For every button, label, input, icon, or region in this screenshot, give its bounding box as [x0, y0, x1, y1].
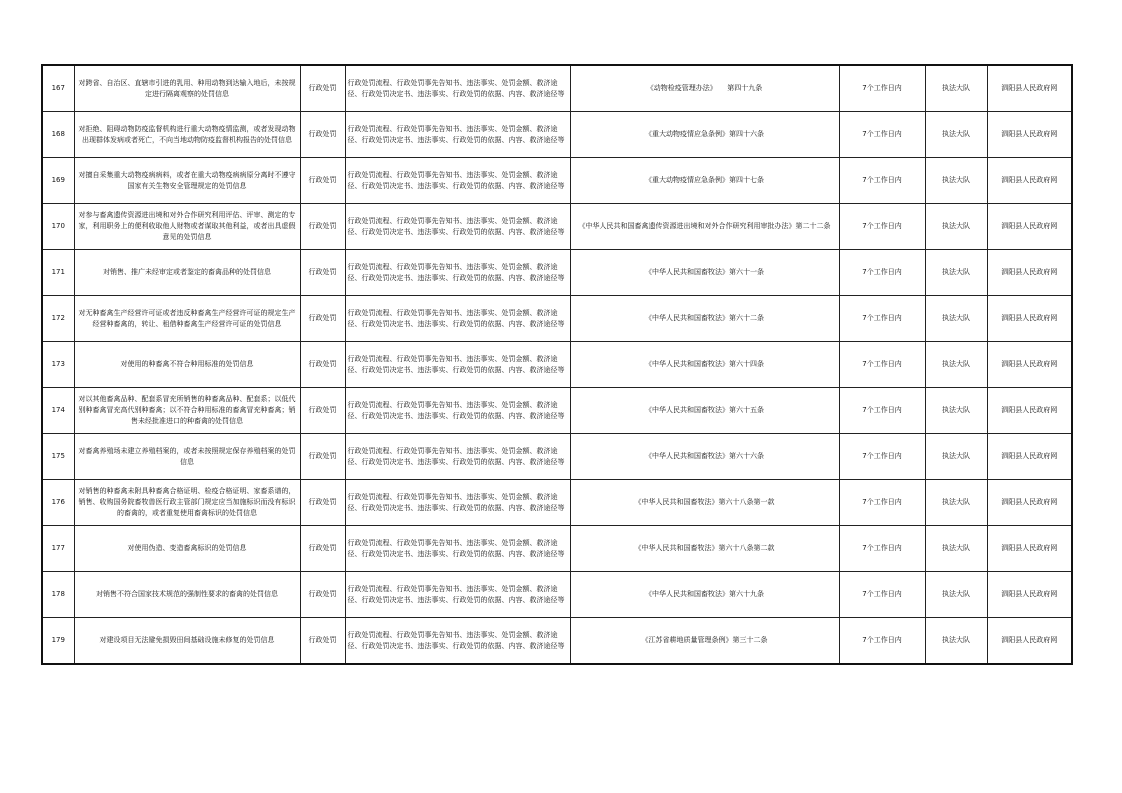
item-name-cell: 对以其他畜禽品种、配套系冒充所销售的种畜禽品种、配套系；以低代别种畜禽冒充高代别种畜禽；以不符合种用标准的畜禽冒充种畜禽；销售未经批准进口的种畜禽的处罚信息 [74, 388, 300, 434]
row-number-cell: 167 [42, 65, 74, 112]
row-number-cell: 168 [42, 112, 74, 158]
row-number-cell: 172 [42, 296, 74, 342]
department-cell: 执法大队 [925, 342, 987, 388]
disclosure-content-cell: 行政处罚流程、行政处罚事先告知书、违法事实、处罚金额、救济途径、行政处罚决定书、违法事实、行政处罚的依据、内容、救济途径等 [345, 112, 570, 158]
department-cell: 执法大队 [925, 204, 987, 250]
channel-cell: 泗阳县人民政府网 [987, 388, 1072, 434]
row-number-cell: 177 [42, 526, 74, 572]
time-limit-cell: 7个工作日内 [839, 618, 925, 665]
disclosure-content-cell: 行政处罚流程、行政处罚事先告知书、违法事实、处罚金额、救济途径、行政处罚决定书、违法事实、行政处罚的依据、内容、救济途径等 [345, 296, 570, 342]
item-name-cell: 对建设项目无法避免损毁田间基础设施未修复的处罚信息 [74, 618, 300, 665]
time-limit-cell: 7个工作日内 [839, 480, 925, 526]
disclosure-content-cell: 行政处罚流程、行政处罚事先告知书、违法事实、处罚金额、救济途径、行政处罚决定书、违法事实、行政处罚的依据、内容、救济途径等 [345, 65, 570, 112]
legal-basis-cell: 《中华人民共和国畜牧法》第六十六条 [570, 434, 839, 480]
table-row [42, 65, 1072, 112]
department-cell: 执法大队 [925, 158, 987, 204]
category-cell: 行政处罚 [300, 250, 345, 296]
row-number-cell: 170 [42, 204, 74, 250]
channel-cell: 泗阳县人民政府网 [987, 296, 1072, 342]
row-number-cell: 175 [42, 434, 74, 480]
table-row [42, 388, 1072, 434]
table-row [42, 250, 1072, 296]
table-body [42, 65, 1072, 664]
legal-basis-cell: 《中华人民共和国畜牧法》第六十二条 [570, 296, 839, 342]
table-row [42, 204, 1072, 250]
row-number-cell: 178 [42, 572, 74, 618]
disclosure-content-cell: 行政处罚流程、行政处罚事先告知书、违法事实、处罚金额、救济途径、行政处罚决定书、违法事实、行政处罚的依据、内容、救济途径等 [345, 204, 570, 250]
table-row [42, 112, 1072, 158]
category-cell: 行政处罚 [300, 434, 345, 480]
channel-cell: 泗阳县人民政府网 [987, 65, 1072, 112]
legal-basis-cell: 《动物检疫管理办法》 第四十九条 [570, 65, 839, 112]
item-name-cell: 对跨省、自治区、直辖市引进的乳用、种用动物到达输入地后，未按规定进行隔离观察的处罚信息 [74, 65, 300, 112]
legal-basis-cell: 《中华人民共和国畜牧法》第六十四条 [570, 342, 839, 388]
table-row [42, 480, 1072, 526]
disclosure-content-cell: 行政处罚流程、行政处罚事先告知书、违法事实、处罚金额、救济途径、行政处罚决定书、违法事实、行政处罚的依据、内容、救济途径等 [345, 434, 570, 480]
disclosure-table [41, 64, 1073, 665]
channel-cell: 泗阳县人民政府网 [987, 158, 1072, 204]
legal-basis-cell: 《重大动物疫情应急条例》第四十六条 [570, 112, 839, 158]
department-cell: 执法大队 [925, 526, 987, 572]
time-limit-cell: 7个工作日内 [839, 112, 925, 158]
department-cell: 执法大队 [925, 65, 987, 112]
disclosure-content-cell: 行政处罚流程、行政处罚事先告知书、违法事实、处罚金额、救济途径、行政处罚决定书、违法事实、行政处罚的依据、内容、救济途径等 [345, 158, 570, 204]
item-name-cell: 对使用的种畜禽不符合种用标准的处罚信息 [74, 342, 300, 388]
legal-basis-cell: 《中华人民共和国畜牧法》第六十八条第二款 [570, 526, 839, 572]
row-number-cell: 171 [42, 250, 74, 296]
legal-basis-cell: 《中华人民共和国畜牧法》第六十一条 [570, 250, 839, 296]
disclosure-table-sheet [41, 64, 1073, 665]
item-name-cell: 对销售不符合国家技术规范的强制性要求的畜禽的处罚信息 [74, 572, 300, 618]
department-cell: 执法大队 [925, 434, 987, 480]
channel-cell: 泗阳县人民政府网 [987, 434, 1072, 480]
channel-cell: 泗阳县人民政府网 [987, 250, 1072, 296]
category-cell: 行政处罚 [300, 204, 345, 250]
channel-cell: 泗阳县人民政府网 [987, 204, 1072, 250]
department-cell: 执法大队 [925, 296, 987, 342]
row-number-cell: 179 [42, 618, 74, 665]
item-name-cell: 对拒绝、阻碍动物防疫监督机构进行重大动物疫情监测，或者发现动物出现群体发病或者死亡，不向当地动物防疫监督机构报告的处罚信息 [74, 112, 300, 158]
channel-cell: 泗阳县人民政府网 [987, 526, 1072, 572]
disclosure-content-cell: 行政处罚流程、行政处罚事先告知书、违法事实、处罚金额、救济途径、行政处罚决定书、违法事实、行政处罚的依据、内容、救济途径等 [345, 388, 570, 434]
disclosure-content-cell: 行政处罚流程、行政处罚事先告知书、违法事实、处罚金额、救济途径、行政处罚决定书、违法事实、行政处罚的依据、内容、救济途径等 [345, 480, 570, 526]
item-name-cell: 对擅自采集重大动物疫病病料，或者在重大动物疫病病原分离时不遵守国家有关生物安全管理规定的处罚信息 [74, 158, 300, 204]
legal-basis-cell: 《中华人民共和国畜禽遗传资源进出境和对外合作研究利用审批办法》第二十二条 [570, 204, 839, 250]
category-cell: 行政处罚 [300, 526, 345, 572]
department-cell: 执法大队 [925, 618, 987, 665]
department-cell: 执法大队 [925, 112, 987, 158]
time-limit-cell: 7个工作日内 [839, 296, 925, 342]
item-name-cell: 对销售、推广未经审定或者鉴定的畜禽品种的处罚信息 [74, 250, 300, 296]
table-row [42, 158, 1072, 204]
time-limit-cell: 7个工作日内 [839, 526, 925, 572]
department-cell: 执法大队 [925, 388, 987, 434]
disclosure-content-cell: 行政处罚流程、行政处罚事先告知书、违法事实、处罚金额、救济途径、行政处罚决定书、违法事实、行政处罚的依据、内容、救济途径等 [345, 250, 570, 296]
time-limit-cell: 7个工作日内 [839, 434, 925, 480]
row-number-cell: 174 [42, 388, 74, 434]
category-cell: 行政处罚 [300, 572, 345, 618]
time-limit-cell: 7个工作日内 [839, 572, 925, 618]
time-limit-cell: 7个工作日内 [839, 204, 925, 250]
category-cell: 行政处罚 [300, 112, 345, 158]
department-cell: 执法大队 [925, 572, 987, 618]
category-cell: 行政处罚 [300, 65, 345, 112]
table-row [42, 342, 1072, 388]
time-limit-cell: 7个工作日内 [839, 388, 925, 434]
category-cell: 行政处罚 [300, 618, 345, 665]
item-name-cell: 对无种畜禽生产经营许可证或者违反种畜禽生产经营许可证的规定生产经营种畜禽的，转让、租借种畜禽生产经营许可证的处罚信息 [74, 296, 300, 342]
table-row [42, 296, 1072, 342]
channel-cell: 泗阳县人民政府网 [987, 342, 1072, 388]
category-cell: 行政处罚 [300, 480, 345, 526]
item-name-cell: 对销售的种畜禽未附具种畜禽合格证明、检疫合格证明、家畜系谱的，销售、收购国务院畜牧兽医行政主管部门规定应当加施标识而没有标识的畜禽的，或者重复使用畜禽标识的处罚信息 [74, 480, 300, 526]
disclosure-content-cell: 行政处罚流程、行政处罚事先告知书、违法事实、处罚金额、救济途径、行政处罚决定书、违法事实、行政处罚的依据、内容、救济途径等 [345, 572, 570, 618]
time-limit-cell: 7个工作日内 [839, 158, 925, 204]
item-name-cell: 对参与畜禽遗传资源进出境和对外合作研究利用评估、评审、测定的专家，利用职务上的便利收取他人财物或者谋取其他利益，或者出具虚假意见的处罚信息 [74, 204, 300, 250]
department-cell: 执法大队 [925, 480, 987, 526]
time-limit-cell: 7个工作日内 [839, 250, 925, 296]
time-limit-cell: 7个工作日内 [839, 342, 925, 388]
table-row [42, 618, 1072, 665]
item-name-cell: 对使用伪造、变造畜禽标识的处罚信息 [74, 526, 300, 572]
item-name-cell: 对畜禽养殖场未建立养殖档案的，或者未按照规定保存养殖档案的处罚信息 [74, 434, 300, 480]
department-cell: 执法大队 [925, 250, 987, 296]
disclosure-content-cell: 行政处罚流程、行政处罚事先告知书、违法事实、处罚金额、救济途径、行政处罚决定书、违法事实、行政处罚的依据、内容、救济途径等 [345, 618, 570, 665]
table-row [42, 572, 1072, 618]
disclosure-content-cell: 行政处罚流程、行政处罚事先告知书、违法事实、处罚金额、救济途径、行政处罚决定书、违法事实、行政处罚的依据、内容、救济途径等 [345, 342, 570, 388]
table-row [42, 526, 1072, 572]
legal-basis-cell: 《中华人民共和国畜牧法》第六十八条第一款 [570, 480, 839, 526]
channel-cell: 泗阳县人民政府网 [987, 618, 1072, 665]
row-number-cell: 176 [42, 480, 74, 526]
category-cell: 行政处罚 [300, 388, 345, 434]
legal-basis-cell: 《中华人民共和国畜牧法》第六十九条 [570, 572, 839, 618]
channel-cell: 泗阳县人民政府网 [987, 112, 1072, 158]
category-cell: 行政处罚 [300, 296, 345, 342]
row-number-cell: 173 [42, 342, 74, 388]
category-cell: 行政处罚 [300, 158, 345, 204]
time-limit-cell: 7个工作日内 [839, 65, 925, 112]
channel-cell: 泗阳县人民政府网 [987, 572, 1072, 618]
legal-basis-cell: 《中华人民共和国畜牧法》第六十五条 [570, 388, 839, 434]
legal-basis-cell: 《重大动物疫情应急条例》第四十七条 [570, 158, 839, 204]
row-number-cell: 169 [42, 158, 74, 204]
disclosure-content-cell: 行政处罚流程、行政处罚事先告知书、违法事实、处罚金额、救济途径、行政处罚决定书、违法事实、行政处罚的依据、内容、救济途径等 [345, 526, 570, 572]
legal-basis-cell: 《江苏省耕地质量管理条例》第三十二条 [570, 618, 839, 665]
category-cell: 行政处罚 [300, 342, 345, 388]
channel-cell: 泗阳县人民政府网 [987, 480, 1072, 526]
table-row [42, 434, 1072, 480]
